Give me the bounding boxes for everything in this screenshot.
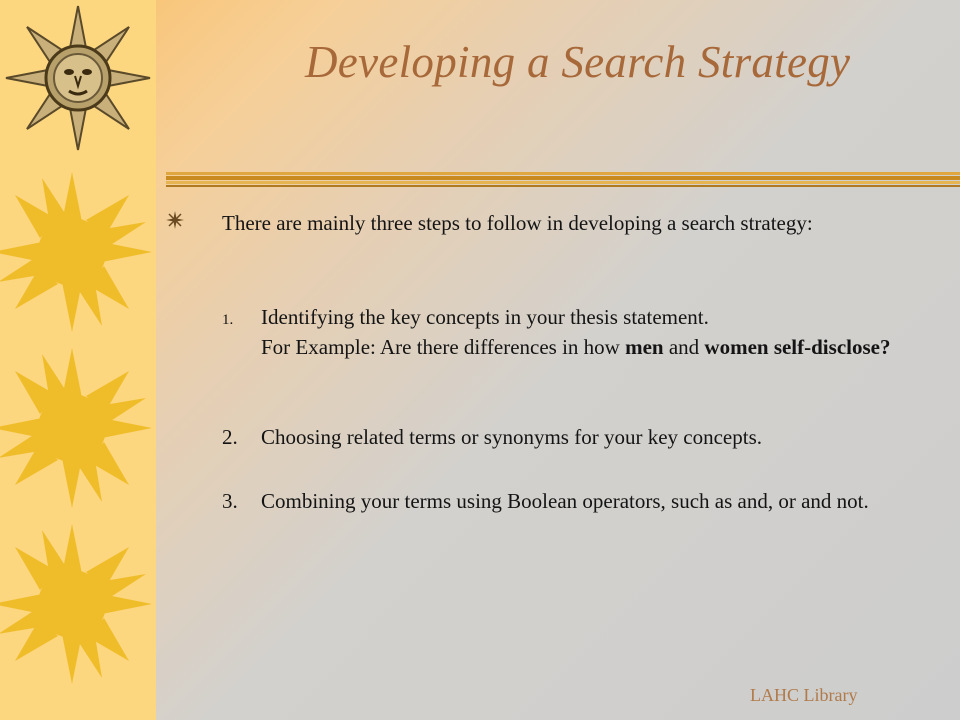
intro-text: There are mainly three steps to follow in developing a search strategy: — [222, 211, 813, 235]
example-bold-women: women self-disclose? — [704, 335, 891, 359]
step-text: Combining your terms using Boolean operators, such as and, or and not. — [261, 489, 869, 513]
sun-decoration — [0, 0, 156, 720]
step-text: Identifying the key concepts in your thesis statement. — [261, 305, 709, 329]
title-divider — [166, 172, 960, 192]
sun-icon — [0, 524, 152, 684]
slide-title: Developing a Search Strategy — [305, 37, 851, 87]
sun-icon — [0, 172, 152, 332]
sun-face-icon — [6, 6, 150, 150]
example-mid: and — [663, 335, 705, 359]
step-number: 3. — [222, 489, 238, 513]
step-text: Choosing related terms or synonyms for your key concepts. — [261, 425, 762, 449]
sun-icon — [0, 348, 152, 508]
star-bullet-icon — [166, 211, 184, 229]
step-number: 2. — [222, 425, 238, 449]
footer-label: LAHC Library — [750, 685, 858, 705]
example-text — [261, 335, 951, 359]
example-prefix: For Example: Are there differences in how — [261, 335, 626, 359]
decorative-left-strip — [0, 0, 156, 720]
example-bold-men: men — [625, 335, 664, 359]
step-number: 1. — [222, 312, 234, 328]
